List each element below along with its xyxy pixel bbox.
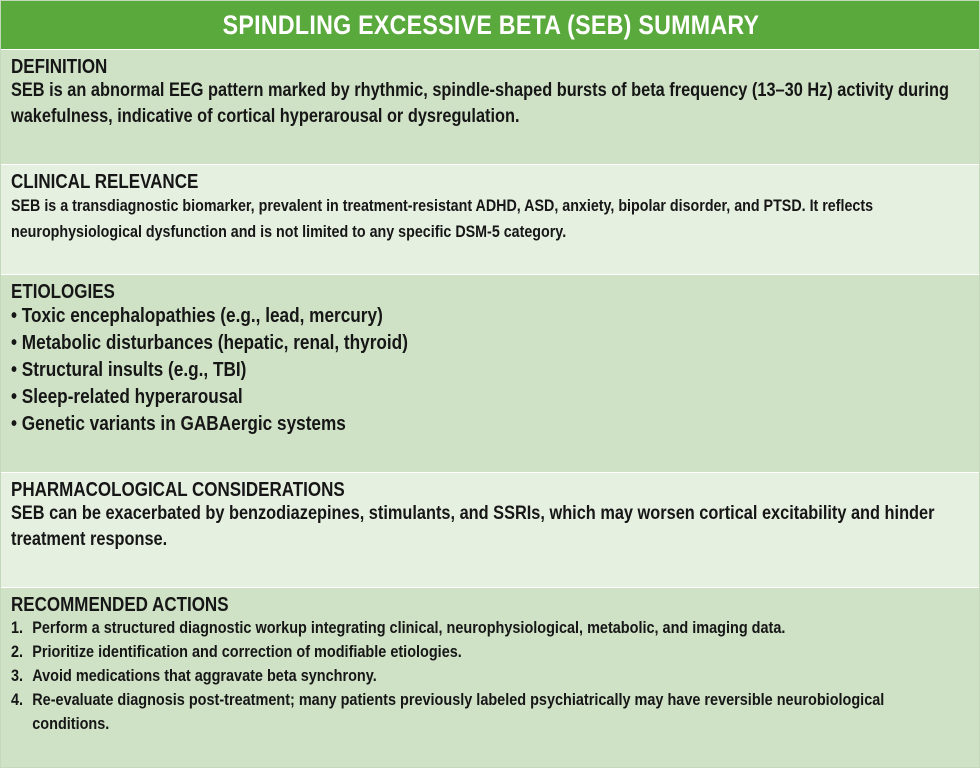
definition-text: SEB is an abnormal EEG pattern marked by rhythmic, spindle-shaped bursts of beta frequency (13–30 Hz) activity during wakefulness, indicative of cortical hyperarousal or dysregulation.	[11, 80, 949, 127]
action-number: 3.	[11, 666, 24, 685]
list-item	[11, 664, 963, 688]
list-item	[11, 616, 963, 640]
clinical-relevance-text: SEB is a transdiagnostic biomarker, prevalent in treatment-resistant ADHD, ASD, anxiety, bipolar disorder, and PTSD. It reflects neurophysiological dysfunction and is not limited to any specific DSM-5 category.	[11, 196, 874, 241]
recommended-actions-list	[11, 616, 971, 736]
definition-heading: DEFINITION	[11, 56, 108, 78]
clinical-relevance-heading: CLINICAL RELEVANCE	[11, 171, 199, 193]
title-bar	[1, 1, 980, 49]
action-text: Prioritize identification and correction of modifiable etiologies.	[32, 642, 462, 661]
etiologies-list	[11, 303, 971, 438]
pharmacological-text: SEB can be exacerbated by benzodiazepines, stimulants, and SSRIs, which may worsen cortical excitability and hinder treatment response.	[11, 503, 935, 550]
section-recommended-actions	[1, 587, 980, 768]
page-title: SPINDLING EXCESSIVE BETA (SEB) SUMMARY	[222, 9, 760, 40]
list-item: • Structural insults (e.g., TBI)	[11, 359, 247, 381]
list-item	[11, 640, 963, 664]
section-pharmacological	[1, 472, 980, 587]
etiologies-heading: ETIOLOGIES	[11, 281, 115, 303]
section-clinical-relevance	[1, 164, 980, 274]
section-etiologies	[1, 274, 980, 472]
action-number: 2.	[11, 642, 24, 661]
list-item: • Genetic variants in GABAergic systems	[11, 413, 346, 435]
list-item: • Toxic encephalopathies (e.g., lead, mercury)	[11, 305, 383, 327]
pharmacological-heading: PHARMACOLOGICAL CONSIDERATIONS	[11, 479, 345, 501]
section-definition	[1, 49, 980, 164]
action-text: Perform a structured diagnostic workup integrating clinical, neurophysiological, metabolic, and imaging data.	[32, 618, 786, 637]
action-number: 1.	[11, 618, 24, 637]
list-item: • Metabolic disturbances (hepatic, renal, thyroid)	[11, 332, 408, 354]
action-text: Avoid medications that aggravate beta synchrony.	[32, 666, 377, 685]
list-item: • Sleep-related hyperarousal	[11, 386, 243, 408]
recommended-actions-heading: RECOMMENDED ACTIONS	[11, 594, 229, 616]
action-number: 4.	[11, 690, 24, 709]
action-text: Re-evaluate diagnosis post-treatment; many patients previously labeled psychiatrically may have reversible neurobiological conditions.	[32, 690, 885, 733]
list-item	[11, 688, 963, 736]
